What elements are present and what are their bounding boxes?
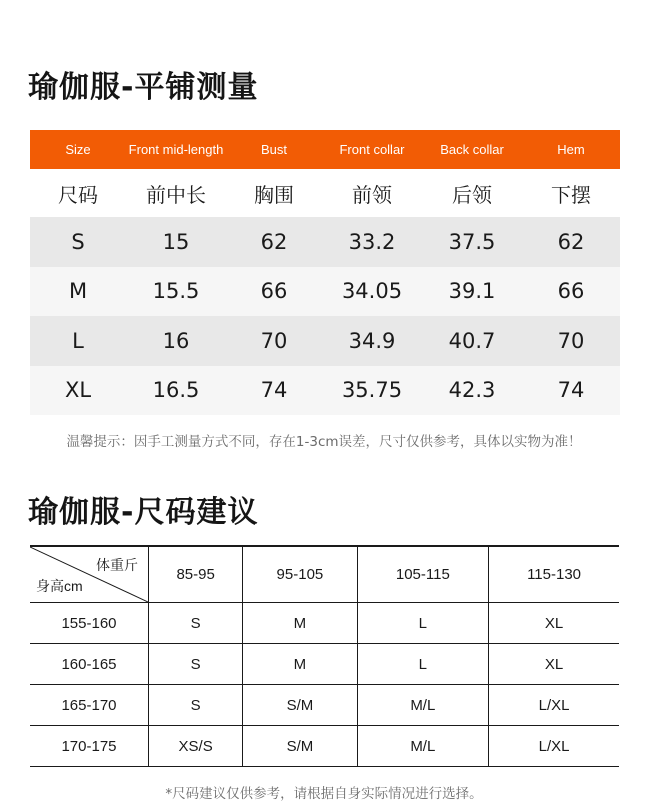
- table-row: [30, 316, 620, 366]
- table-row: [30, 366, 620, 416]
- weight-range: 115-130: [489, 546, 619, 603]
- size-cell: M/L: [357, 726, 489, 767]
- header-cn-back-collar: 后领: [452, 182, 492, 207]
- size-cell: L: [357, 644, 489, 685]
- height-range: 170-175: [30, 726, 149, 767]
- table-row: [30, 726, 619, 767]
- size-cell: L: [357, 603, 489, 644]
- size-cell: S/M: [243, 685, 357, 726]
- table-cell: 66: [260, 279, 288, 304]
- measurement-header-cn: [30, 169, 620, 217]
- height-range: 155-160: [30, 603, 149, 644]
- table-row: [30, 217, 620, 267]
- size-cell: S: [149, 644, 243, 685]
- height-range: 165-170: [30, 685, 149, 726]
- header-size: Size: [65, 142, 91, 157]
- size-cell: M: [243, 603, 357, 644]
- measurement-header-en: [30, 130, 620, 169]
- header-cn-front-collar: 前领: [352, 182, 392, 207]
- table-cell: 15: [162, 229, 190, 254]
- table-cell: 70: [260, 328, 288, 353]
- table-row: [30, 685, 619, 726]
- size-cell: XS/S: [149, 726, 243, 767]
- table-header-row: [30, 546, 619, 603]
- header-cn-hem: 下摆: [551, 182, 591, 207]
- height-label: 身高cm: [36, 578, 83, 594]
- table-cell: 37.5: [448, 229, 496, 254]
- table-cell: 74: [557, 378, 585, 403]
- table-cell: M: [68, 279, 88, 304]
- table-cell: 35.75: [341, 378, 403, 403]
- weight-range: 95-105: [243, 546, 357, 603]
- header-hem: Hem: [557, 142, 585, 157]
- measurement-title: 瑜伽服-平铺测量: [28, 70, 259, 105]
- size-cell: M/L: [357, 685, 489, 726]
- weight-range: 85-95: [149, 546, 243, 603]
- table-cell: 40.7: [448, 328, 496, 353]
- measurement-note: 温馨提示：因手工测量方式不同，存在1-3cm误差，尺寸仅供参考，具体以实物为准！: [66, 434, 582, 450]
- table-cell: S: [71, 229, 85, 254]
- header-back-collar: Back collar: [440, 142, 504, 157]
- table-row: [30, 644, 619, 685]
- size-advice-table: [30, 545, 619, 767]
- size-cell: XL: [489, 644, 619, 685]
- size-cell: XL: [489, 603, 619, 644]
- size-advice-title: 瑜伽服-尺码建议: [28, 495, 259, 530]
- table-cell: L: [72, 328, 84, 353]
- table-cell: 66: [557, 279, 585, 304]
- table-cell: 42.3: [448, 378, 496, 403]
- table-row: [30, 267, 620, 317]
- size-cell: M: [243, 644, 357, 685]
- weight-label: 体重斤: [96, 557, 138, 573]
- table-cell: 16.5: [152, 378, 200, 403]
- corner-cell: [30, 546, 149, 603]
- header-bust: Bust: [260, 142, 287, 157]
- table-cell: 33.2: [348, 229, 396, 254]
- header-front-mid-length: Front mid-length: [128, 142, 224, 157]
- height-range: 160-165: [30, 644, 149, 685]
- measurement-table: [30, 130, 620, 415]
- table-cell: 16: [162, 328, 190, 353]
- header-cn-front-mid-length: 前中长: [146, 182, 206, 207]
- size-cell: S: [149, 603, 243, 644]
- table-cell: 74: [260, 378, 288, 403]
- table-cell: 15.5: [152, 279, 200, 304]
- size-cell: S: [149, 685, 243, 726]
- table-cell: XL: [64, 378, 92, 403]
- table-cell: 39.1: [448, 279, 496, 304]
- header-cn-bust: 胸围: [254, 182, 294, 207]
- header-cn-size: 尺码: [58, 182, 98, 207]
- weight-range: 105-115: [357, 546, 489, 603]
- size-cell: L/XL: [489, 726, 619, 767]
- table-cell: 62: [557, 229, 585, 254]
- table-cell: 62: [260, 229, 288, 254]
- table-cell: 34.05: [341, 279, 403, 304]
- size-cell: L/XL: [489, 685, 619, 726]
- size-advice-note: *尺码建议仅供参考，请根据自身实际情况进行选择。: [165, 786, 483, 802]
- table-row: [30, 603, 619, 644]
- table-cell: 34.9: [348, 328, 396, 353]
- table-cell: 70: [557, 328, 585, 353]
- size-cell: S/M: [243, 726, 357, 767]
- header-front-collar: Front collar: [339, 142, 405, 157]
